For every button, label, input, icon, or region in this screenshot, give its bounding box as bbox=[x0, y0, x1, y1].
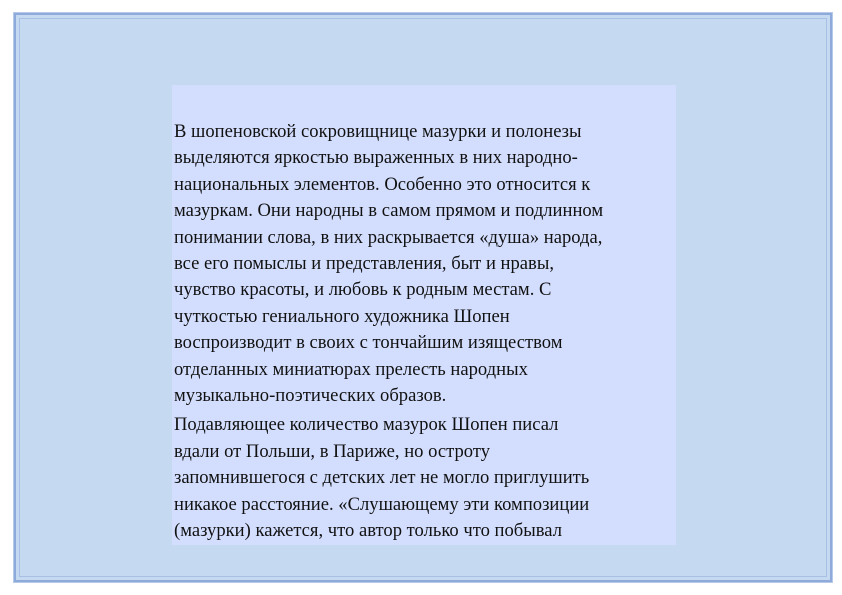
text-line: музыкально-поэтических образов. bbox=[174, 385, 447, 407]
text-line: чуткостью гениального художника Шопен bbox=[174, 305, 510, 327]
text-line: национальных элементов. Особенно это относится к bbox=[174, 173, 591, 195]
text-line: (мазурки) кажется, что автор только что побывал bbox=[174, 520, 562, 542]
text-line: мазуркам. Они народны в самом прямом и подлинном bbox=[174, 200, 604, 222]
slide-frame bbox=[14, 13, 832, 582]
paragraph-2 bbox=[174, 412, 676, 544]
text-box bbox=[172, 85, 676, 545]
text-line: отделанных миниатюрах прелесть народных bbox=[174, 358, 528, 380]
text-line: понимании слова, в них раскрывается «душа» народа, bbox=[174, 226, 603, 248]
text-line: выделяются яркостью выраженных в них народно- bbox=[174, 147, 578, 169]
text-line: запомнившегося с детских лет не могло приглушить bbox=[174, 467, 590, 489]
text-line: все его помыслы и представления, быт и нравы, bbox=[174, 253, 554, 275]
text-line: воспроизводит в своих с тончайшим изяществом bbox=[174, 332, 563, 354]
text-line: чувство красоты, и любовь к родным местам. С bbox=[174, 279, 552, 301]
text-line: никакое расстояние. «Слушающему эти композиции bbox=[174, 493, 590, 515]
paragraph-1 bbox=[174, 119, 676, 409]
text-line: вдали от Польши, в Париже, но остроту bbox=[174, 440, 490, 462]
text-line: В шопеновской сокровищнице мазурки и полонезы bbox=[174, 121, 582, 142]
text-line: Подавляющее количество мазурок Шопен писал bbox=[174, 414, 559, 436]
